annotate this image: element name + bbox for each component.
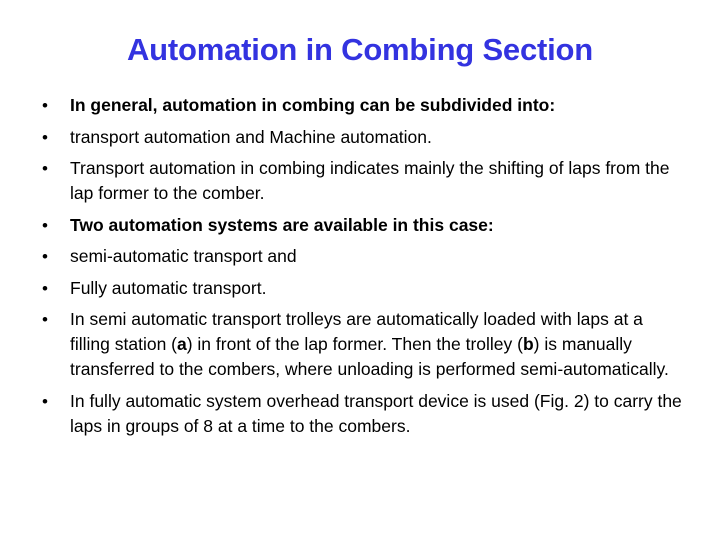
bullet-item — [42, 156, 682, 206]
bullet-icon: • — [42, 159, 48, 178]
bullet-text: Fully automatic transport. — [70, 277, 267, 298]
bullet-text: In fully automatic system overhead transport device is used (Fig. 2) to carry the laps in groups of 8 at a time to the combers. — [70, 390, 682, 436]
bullet-item — [42, 244, 682, 269]
bullet-icon: • — [42, 96, 48, 115]
bullet-icon: • — [42, 215, 48, 235]
bullet-icon: • — [42, 391, 48, 411]
bullet-list — [42, 93, 682, 445]
bullet-icon: • — [42, 278, 48, 298]
label-a: a — [177, 334, 187, 354]
bullet-item — [42, 93, 682, 118]
bullet-item — [42, 307, 682, 382]
bullet-text-part: ) is manually transferred to the combers, where unloading is performed semi-automatically. — [70, 334, 669, 379]
bullet-item — [42, 213, 682, 238]
bullet-text-part: ) in front of the lap former. Then the trolley ( — [186, 334, 523, 354]
bullet-item — [42, 125, 682, 150]
bullet-icon: • — [42, 310, 48, 329]
bullet-text: Two automation systems are available in this case: — [70, 214, 494, 235]
bullet-text: Transport automation in combing indicates mainly the shifting of laps from the lap former to the comber. — [70, 158, 670, 203]
bullet-icon: • — [42, 247, 48, 266]
bullet-icon: • — [42, 127, 48, 147]
bullet-text-part: In semi automatic transport trolleys are automatically loaded with laps at a filling station ( — [70, 309, 643, 354]
bullet-text: semi-automatic transport and — [70, 246, 297, 266]
bullet-text: transport automation and Machine automation. — [70, 126, 432, 147]
bullet-text — [70, 309, 669, 379]
bullet-item — [42, 276, 682, 301]
bullet-text: In general, automation in combing can be subdivided into: — [70, 95, 556, 115]
slide-title: Automation in Combing Section — [126, 32, 594, 67]
label-b: b — [522, 334, 534, 354]
bullet-item — [42, 389, 682, 439]
